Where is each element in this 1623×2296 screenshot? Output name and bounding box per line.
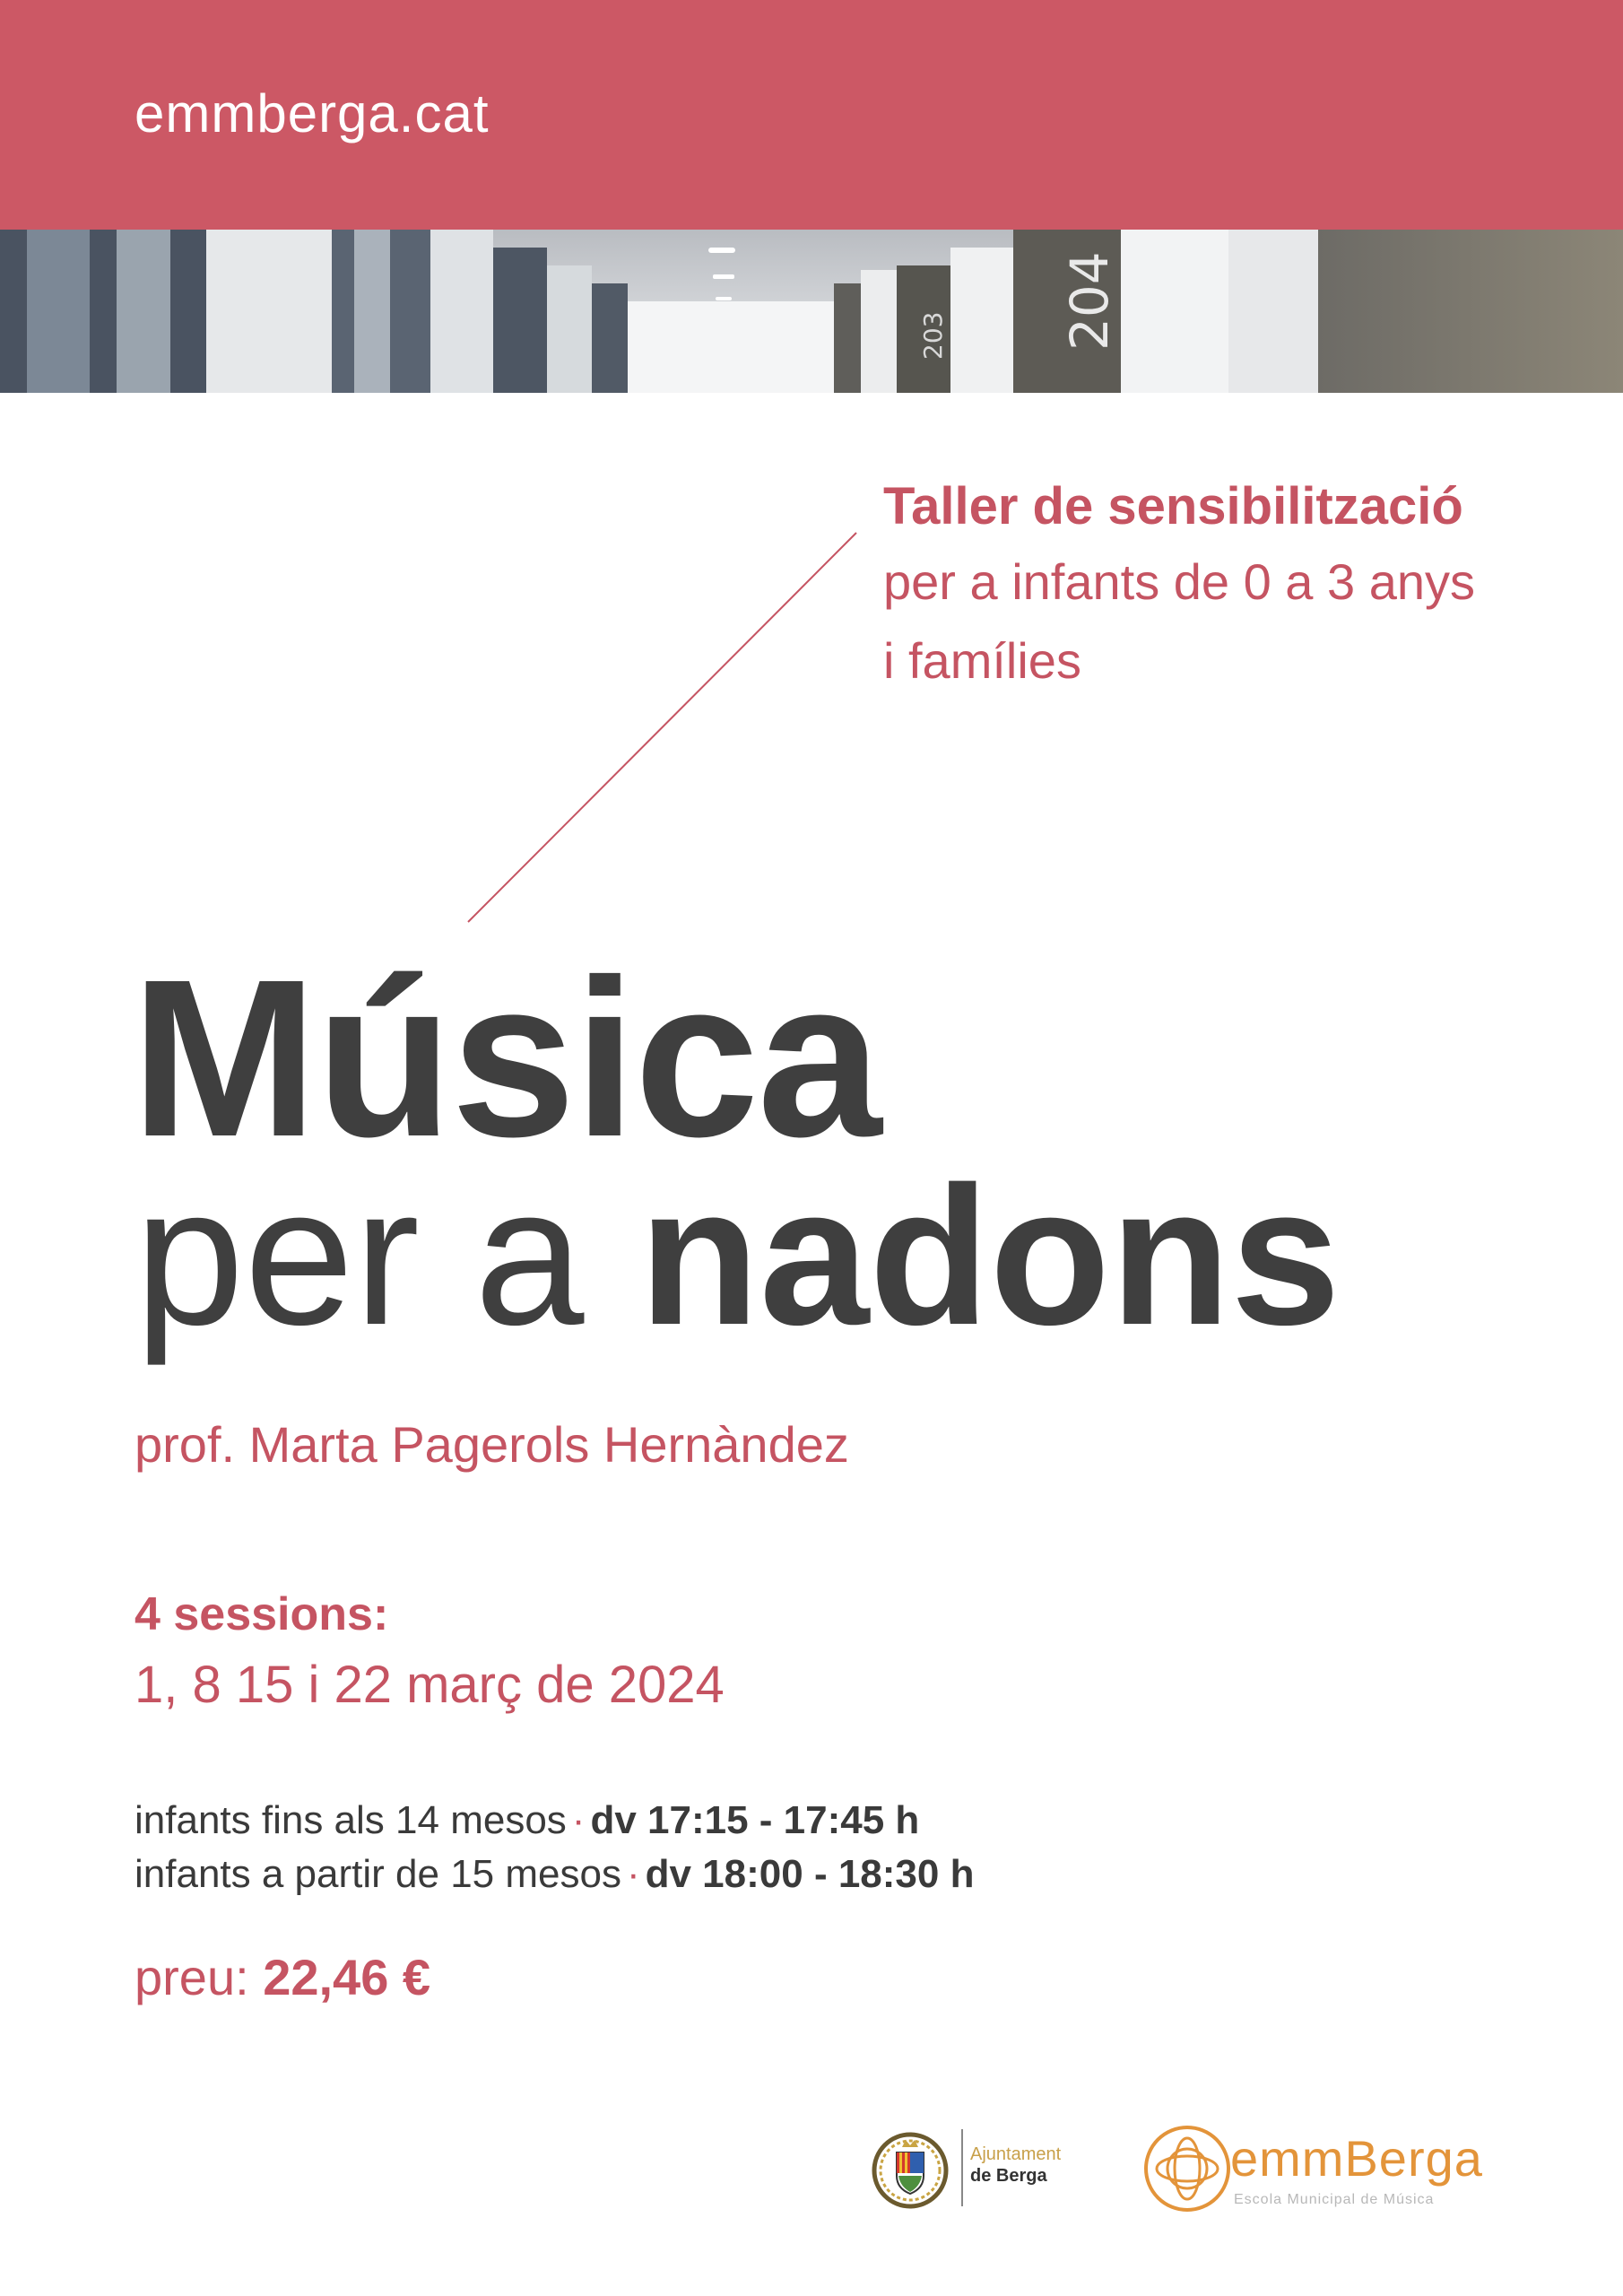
- ajuntament-text: [970, 2144, 1061, 2187]
- room-number-204: 204: [1059, 251, 1120, 351]
- schedule-list: [135, 1794, 974, 1901]
- ajuntament-line2: de Berga: [970, 2166, 1047, 2186]
- schedule-group: infants fins als 14 mesos: [135, 1798, 567, 1842]
- sessions-label: 4 sessions:: [135, 1588, 389, 1640]
- price-label: preu:: [135, 1949, 249, 2005]
- schedule-time: dv 18:00 - 18:30 h: [645, 1852, 975, 1896]
- page-title-line2: [135, 1139, 1341, 1372]
- subtitle-audience: per a infants de 0 a 3 anys: [883, 553, 1475, 610]
- room-number-203: 203: [918, 311, 948, 360]
- emm-name: emmBerga: [1230, 2130, 1483, 2187]
- sessions-dates: 1, 8 15 i 22 març de 2024: [135, 1656, 725, 1714]
- subtitle-heading: Taller de sensibilització: [883, 477, 1463, 535]
- title-light-part: per a: [135, 1145, 585, 1366]
- price: [135, 1948, 430, 2006]
- schedule-group: infants a partir de 15 mesos: [135, 1852, 621, 1896]
- logo-divider: [961, 2129, 963, 2206]
- subtitle-families: i famílies: [883, 632, 1081, 689]
- workshop-subtitle: [883, 471, 1475, 700]
- page-title-line1: Música: [131, 933, 881, 1183]
- price-amount: 22,46 €: [263, 1949, 431, 2005]
- ajuntament-berga-logo: [870, 2124, 1085, 2213]
- emmberga-logo: [1141, 2117, 1517, 2224]
- emm-circle-icon: [1141, 2122, 1234, 2215]
- schedule-row: [135, 1848, 974, 1901]
- teacher-name: prof. Marta Pagerols Hernàndez: [135, 1416, 849, 1473]
- schedule-row: [135, 1794, 974, 1848]
- separator-dot: ·: [571, 1798, 586, 1842]
- header-bar: [0, 0, 1623, 230]
- site-url[interactable]: emmberga.cat: [135, 83, 490, 144]
- separator-dot: ·: [626, 1852, 640, 1896]
- schedule-time: dv 17:15 - 17:45 h: [590, 1798, 920, 1842]
- title-bold-part: nadons: [638, 1145, 1341, 1366]
- hallway-photo: [0, 230, 1623, 393]
- ajuntament-line1: Ajuntament: [970, 2144, 1062, 2164]
- emm-tagline: Escola Municipal de Música: [1234, 2192, 1435, 2207]
- coat-of-arms-icon: [870, 2126, 950, 2212]
